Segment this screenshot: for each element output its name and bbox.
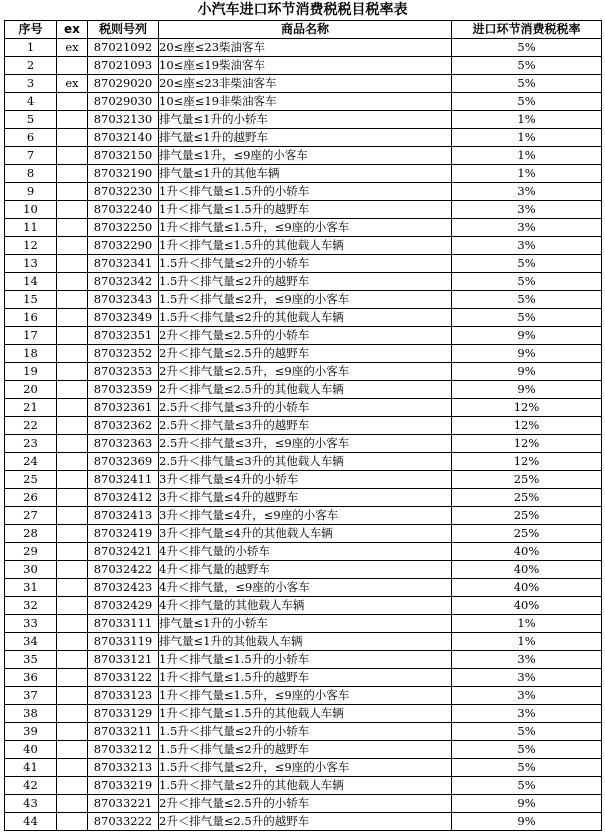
cell-seq: 16	[5, 309, 57, 327]
cell-ex	[57, 651, 88, 669]
cell-tariff-code: 87033129	[88, 705, 159, 723]
cell-ex	[57, 705, 88, 723]
table-row	[5, 525, 602, 543]
table-row	[5, 57, 602, 75]
header-row	[5, 21, 602, 39]
cell-seq: 28	[5, 525, 57, 543]
table-row	[5, 327, 602, 345]
cell-product-name: 2升＜排气量≤2.5升的越野车	[159, 813, 452, 831]
cell-ex	[57, 147, 88, 165]
cell-product-name: 2升＜排气量≤2.5升的其他载人车辆	[159, 381, 452, 399]
cell-seq: 27	[5, 507, 57, 525]
cell-tax-rate: 25%	[452, 471, 602, 489]
cell-seq: 31	[5, 579, 57, 597]
cell-product-name: 1升＜排气量≤1.5升的其他载人车辆	[159, 237, 452, 255]
cell-product-name: 1升＜排气量≤1.5升的其他载人车辆	[159, 705, 452, 723]
cell-tariff-code: 87032351	[88, 327, 159, 345]
cell-tariff-code: 87033222	[88, 813, 159, 831]
cell-ex	[57, 273, 88, 291]
cell-tax-rate: 1%	[452, 165, 602, 183]
cell-product-name: 3升＜排气量≤4升的越野车	[159, 489, 452, 507]
cell-product-name: 3升＜排气量≤4升的其他载人车辆	[159, 525, 452, 543]
cell-ex	[57, 741, 88, 759]
cell-seq: 33	[5, 615, 57, 633]
cell-tax-rate: 3%	[452, 219, 602, 237]
cell-seq: 29	[5, 543, 57, 561]
cell-product-name: 3升＜排气量≤4升的小轿车	[159, 471, 452, 489]
cell-tariff-code: 87032369	[88, 453, 159, 471]
cell-tariff-code: 87033211	[88, 723, 159, 741]
cell-tax-rate: 9%	[452, 363, 602, 381]
cell-seq: 3	[5, 75, 57, 93]
cell-product-name: 20≤座≤23非柴油客车	[159, 75, 452, 93]
cell-seq: 7	[5, 147, 57, 165]
cell-product-name: 2升＜排气量≤2.5升的越野车	[159, 345, 452, 363]
cell-product-name: 2升＜排气量≤2.5升的小轿车	[159, 327, 452, 345]
cell-seq: 24	[5, 453, 57, 471]
cell-seq: 8	[5, 165, 57, 183]
table-row	[5, 723, 602, 741]
cell-product-name: 1.5升＜排气量≤2升的小轿车	[159, 723, 452, 741]
table-body	[5, 39, 602, 831]
cell-tax-rate: 5%	[452, 57, 602, 75]
cell-seq: 9	[5, 183, 57, 201]
cell-seq: 1	[5, 39, 57, 57]
cell-ex	[57, 399, 88, 417]
table-row	[5, 291, 602, 309]
cell-tax-rate: 3%	[452, 705, 602, 723]
table-row	[5, 273, 602, 291]
cell-ex	[57, 597, 88, 615]
cell-product-name: 1升＜排气量≤1.5升的越野车	[159, 201, 452, 219]
cell-tariff-code: 87032413	[88, 507, 159, 525]
cell-tax-rate: 5%	[452, 741, 602, 759]
cell-seq: 4	[5, 93, 57, 111]
cell-tax-rate: 1%	[452, 615, 602, 633]
cell-ex	[57, 201, 88, 219]
cell-ex	[57, 525, 88, 543]
cell-ex	[57, 723, 88, 741]
cell-seq: 36	[5, 669, 57, 687]
cell-tariff-code: 87032341	[88, 255, 159, 273]
table-row	[5, 651, 602, 669]
cell-tariff-code: 87033121	[88, 651, 159, 669]
cell-tariff-code: 87032352	[88, 345, 159, 363]
cell-tariff-code: 87033221	[88, 795, 159, 813]
cell-tax-rate: 40%	[452, 579, 602, 597]
cell-tax-rate: 3%	[452, 687, 602, 705]
cell-tax-rate: 12%	[452, 435, 602, 453]
cell-product-name: 1.5升＜排气量≤2升的越野车	[159, 741, 452, 759]
cell-seq: 20	[5, 381, 57, 399]
table-row	[5, 237, 602, 255]
cell-tariff-code: 87032423	[88, 579, 159, 597]
cell-tariff-code: 87033123	[88, 687, 159, 705]
cell-product-name: 10≤座≤19非柴油客车	[159, 93, 452, 111]
table-row	[5, 561, 602, 579]
cell-tariff-code: 87032150	[88, 147, 159, 165]
table-row	[5, 147, 602, 165]
cell-ex	[57, 633, 88, 651]
table-row	[5, 813, 602, 831]
cell-tariff-code: 87032140	[88, 129, 159, 147]
cell-seq: 22	[5, 417, 57, 435]
cell-tax-rate: 5%	[452, 723, 602, 741]
cell-seq: 12	[5, 237, 57, 255]
cell-tax-rate: 9%	[452, 813, 602, 831]
cell-tariff-code: 87032363	[88, 435, 159, 453]
cell-tariff-code: 87032412	[88, 489, 159, 507]
cell-ex	[57, 687, 88, 705]
cell-product-name: 排气量≤1升的其他车辆	[159, 165, 452, 183]
cell-product-name: 10≤座≤19柴油客车	[159, 57, 452, 75]
cell-product-name: 4升＜排气量的其他载人车辆	[159, 597, 452, 615]
cell-tax-rate: 3%	[452, 669, 602, 687]
cell-ex	[57, 777, 88, 795]
cell-tax-rate: 12%	[452, 399, 602, 417]
cell-ex	[57, 795, 88, 813]
cell-ex	[57, 813, 88, 831]
cell-seq: 13	[5, 255, 57, 273]
cell-tariff-code: 87032349	[88, 309, 159, 327]
table-title: 小汽车进口环节消费税税目税率表	[197, 2, 408, 18]
cell-tariff-code: 87029030	[88, 93, 159, 111]
cell-tariff-code: 87032361	[88, 399, 159, 417]
cell-product-name: 排气量≤1升的越野车	[159, 129, 452, 147]
cell-seq: 26	[5, 489, 57, 507]
table-row	[5, 543, 602, 561]
cell-seq: 25	[5, 471, 57, 489]
cell-ex	[57, 111, 88, 129]
cell-seq: 14	[5, 273, 57, 291]
cell-tariff-code: 87032421	[88, 543, 159, 561]
cell-seq: 40	[5, 741, 57, 759]
cell-product-name: 1升＜排气量≤1.5升的越野车	[159, 669, 452, 687]
header-code: 税则号列	[88, 21, 159, 39]
cell-ex	[57, 219, 88, 237]
table-row	[5, 201, 602, 219]
cell-tariff-code: 87032422	[88, 561, 159, 579]
table-row	[5, 435, 602, 453]
table-row	[5, 507, 602, 525]
cell-ex	[57, 363, 88, 381]
table-row	[5, 417, 602, 435]
table-row	[5, 93, 602, 111]
cell-tariff-code: 87032353	[88, 363, 159, 381]
tax-rate-table	[4, 20, 602, 831]
cell-seq: 38	[5, 705, 57, 723]
cell-tax-rate: 1%	[452, 129, 602, 147]
cell-product-name: 4升＜排气量的小轿车	[159, 543, 452, 561]
cell-ex	[57, 453, 88, 471]
cell-tariff-code: 87032190	[88, 165, 159, 183]
cell-seq: 5	[5, 111, 57, 129]
cell-seq: 41	[5, 759, 57, 777]
cell-tax-rate: 5%	[452, 291, 602, 309]
cell-seq: 19	[5, 363, 57, 381]
cell-ex	[57, 291, 88, 309]
table-row	[5, 183, 602, 201]
cell-tax-rate: 5%	[452, 309, 602, 327]
cell-tax-rate: 25%	[452, 489, 602, 507]
cell-product-name: 1.5升＜排气量≤2升的其他载人车辆	[159, 309, 452, 327]
cell-product-name: 3升＜排气量≤4升，≤9座的小客车	[159, 507, 452, 525]
table-row	[5, 345, 602, 363]
cell-seq: 43	[5, 795, 57, 813]
cell-ex	[57, 93, 88, 111]
cell-tariff-code: 87033122	[88, 669, 159, 687]
cell-seq: 32	[5, 597, 57, 615]
table-row	[5, 129, 602, 147]
cell-tax-rate: 3%	[452, 237, 602, 255]
cell-tax-rate: 40%	[452, 597, 602, 615]
cell-tariff-code: 87032429	[88, 597, 159, 615]
table-row	[5, 381, 602, 399]
cell-tax-rate: 5%	[452, 255, 602, 273]
table-row	[5, 453, 602, 471]
cell-ex	[57, 57, 88, 75]
cell-tariff-code: 87033119	[88, 633, 159, 651]
cell-tariff-code: 87032362	[88, 417, 159, 435]
cell-ex	[57, 255, 88, 273]
cell-product-name: 排气量≤1升的小轿车	[159, 111, 452, 129]
header-seq: 序号	[5, 21, 57, 39]
cell-seq: 37	[5, 687, 57, 705]
cell-ex: ex	[57, 75, 88, 93]
cell-ex	[57, 561, 88, 579]
table-row	[5, 39, 602, 57]
cell-ex	[57, 579, 88, 597]
cell-ex	[57, 471, 88, 489]
cell-tariff-code: 87032250	[88, 219, 159, 237]
cell-tax-rate: 5%	[452, 759, 602, 777]
cell-tax-rate: 9%	[452, 327, 602, 345]
cell-tariff-code: 87032419	[88, 525, 159, 543]
cell-tax-rate: 9%	[452, 345, 602, 363]
cell-seq: 11	[5, 219, 57, 237]
cell-ex	[57, 309, 88, 327]
table-row	[5, 309, 602, 327]
table-row	[5, 741, 602, 759]
cell-seq: 15	[5, 291, 57, 309]
cell-product-name: 排气量≤1升，≤9座的小客车	[159, 147, 452, 165]
cell-ex: ex	[57, 39, 88, 57]
cell-tariff-code: 87033213	[88, 759, 159, 777]
cell-ex	[57, 615, 88, 633]
cell-product-name: 1升＜排气量≤1.5升的小轿车	[159, 651, 452, 669]
cell-product-name: 2.5升＜排气量≤3升的其他载人车辆	[159, 453, 452, 471]
cell-tariff-code: 87032343	[88, 291, 159, 309]
table-row	[5, 75, 602, 93]
cell-seq: 42	[5, 777, 57, 795]
cell-seq: 6	[5, 129, 57, 147]
table-row	[5, 795, 602, 813]
cell-seq: 21	[5, 399, 57, 417]
cell-tax-rate: 5%	[452, 93, 602, 111]
cell-ex	[57, 435, 88, 453]
cell-seq: 17	[5, 327, 57, 345]
cell-tax-rate: 9%	[452, 795, 602, 813]
cell-tariff-code: 87033111	[88, 615, 159, 633]
cell-seq: 23	[5, 435, 57, 453]
cell-product-name: 排气量≤1升的其他载人车辆	[159, 633, 452, 651]
cell-tax-rate: 12%	[452, 453, 602, 471]
cell-tax-rate: 5%	[452, 777, 602, 795]
table-row	[5, 633, 602, 651]
table-row	[5, 489, 602, 507]
cell-tax-rate: 5%	[452, 39, 602, 57]
cell-seq: 10	[5, 201, 57, 219]
cell-ex	[57, 489, 88, 507]
cell-tax-rate: 1%	[452, 111, 602, 129]
cell-tax-rate: 25%	[452, 507, 602, 525]
cell-product-name: 4升＜排气量的越野车	[159, 561, 452, 579]
cell-tariff-code: 87032130	[88, 111, 159, 129]
cell-product-name: 2升＜排气量≤2.5升，≤9座的小客车	[159, 363, 452, 381]
cell-tax-rate: 12%	[452, 417, 602, 435]
cell-tariff-code: 87032359	[88, 381, 159, 399]
cell-tariff-code: 87021093	[88, 57, 159, 75]
header-ex: ex	[57, 21, 88, 39]
cell-ex	[57, 381, 88, 399]
cell-product-name: 4升＜排气量，≤9座的小客车	[159, 579, 452, 597]
cell-product-name: 1.5升＜排气量≤2升，≤9座的小客车	[159, 759, 452, 777]
cell-tax-rate: 25%	[452, 525, 602, 543]
cell-seq: 34	[5, 633, 57, 651]
cell-product-name: 2.5升＜排气量≤3升，≤9座的小客车	[159, 435, 452, 453]
cell-tariff-code: 87029020	[88, 75, 159, 93]
cell-tax-rate: 3%	[452, 651, 602, 669]
cell-product-name: 1.5升＜排气量≤2升的其他载人车辆	[159, 777, 452, 795]
cell-ex	[57, 543, 88, 561]
header-rate: 进口环节消费税税率	[452, 21, 602, 39]
cell-tax-rate: 40%	[452, 543, 602, 561]
cell-ex	[57, 669, 88, 687]
cell-tariff-code: 87033219	[88, 777, 159, 795]
cell-seq: 2	[5, 57, 57, 75]
cell-product-name: 2.5升＜排气量≤3升的小轿车	[159, 399, 452, 417]
table-row	[5, 165, 602, 183]
cell-product-name: 1.5升＜排气量≤2升的越野车	[159, 273, 452, 291]
cell-tariff-code: 87032342	[88, 273, 159, 291]
table-row	[5, 111, 602, 129]
cell-ex	[57, 507, 88, 525]
cell-product-name: 排气量≤1升的小轿车	[159, 615, 452, 633]
table-row	[5, 687, 602, 705]
cell-ex	[57, 237, 88, 255]
cell-product-name: 1升＜排气量≤1.5升，≤9座的小客车	[159, 687, 452, 705]
cell-tariff-code: 87032240	[88, 201, 159, 219]
cell-product-name: 1.5升＜排气量≤2升，≤9座的小客车	[159, 291, 452, 309]
cell-tariff-code: 87021092	[88, 39, 159, 57]
table-row	[5, 615, 602, 633]
cell-tax-rate: 3%	[452, 183, 602, 201]
cell-tax-rate: 3%	[452, 201, 602, 219]
cell-seq: 44	[5, 813, 57, 831]
cell-tax-rate: 5%	[452, 75, 602, 93]
cell-ex	[57, 345, 88, 363]
cell-ex	[57, 759, 88, 777]
table-row	[5, 471, 602, 489]
cell-tax-rate: 5%	[452, 273, 602, 291]
table-row	[5, 597, 602, 615]
cell-tariff-code: 87033212	[88, 741, 159, 759]
cell-product-name: 20≤座≤23柴油客车	[159, 39, 452, 57]
cell-ex	[57, 129, 88, 147]
cell-ex	[57, 165, 88, 183]
cell-product-name: 1升＜排气量≤1.5升，≤9座的小客车	[159, 219, 452, 237]
cell-tariff-code: 87032411	[88, 471, 159, 489]
table-row	[5, 219, 602, 237]
cell-seq: 18	[5, 345, 57, 363]
cell-product-name: 1.5升＜排气量≤2升的小轿车	[159, 255, 452, 273]
cell-seq: 39	[5, 723, 57, 741]
cell-ex	[57, 417, 88, 435]
table-row	[5, 669, 602, 687]
cell-product-name: 2.5升＜排气量≤3升的越野车	[159, 417, 452, 435]
table-row	[5, 255, 602, 273]
table-row	[5, 363, 602, 381]
table-row	[5, 705, 602, 723]
cell-tariff-code: 87032230	[88, 183, 159, 201]
cell-seq: 35	[5, 651, 57, 669]
table-row	[5, 759, 602, 777]
cell-tax-rate: 9%	[452, 381, 602, 399]
cell-tax-rate: 1%	[452, 633, 602, 651]
cell-product-name: 1升＜排气量≤1.5升的小轿车	[159, 183, 452, 201]
cell-ex	[57, 327, 88, 345]
cell-tax-rate: 1%	[452, 147, 602, 165]
table-row	[5, 777, 602, 795]
cell-ex	[57, 183, 88, 201]
header-name: 商品名称	[159, 21, 452, 39]
table-row	[5, 579, 602, 597]
cell-tariff-code: 87032290	[88, 237, 159, 255]
cell-product-name: 2升＜排气量≤2.5升的小轿车	[159, 795, 452, 813]
table-row	[5, 399, 602, 417]
cell-tax-rate: 40%	[452, 561, 602, 579]
cell-seq: 30	[5, 561, 57, 579]
